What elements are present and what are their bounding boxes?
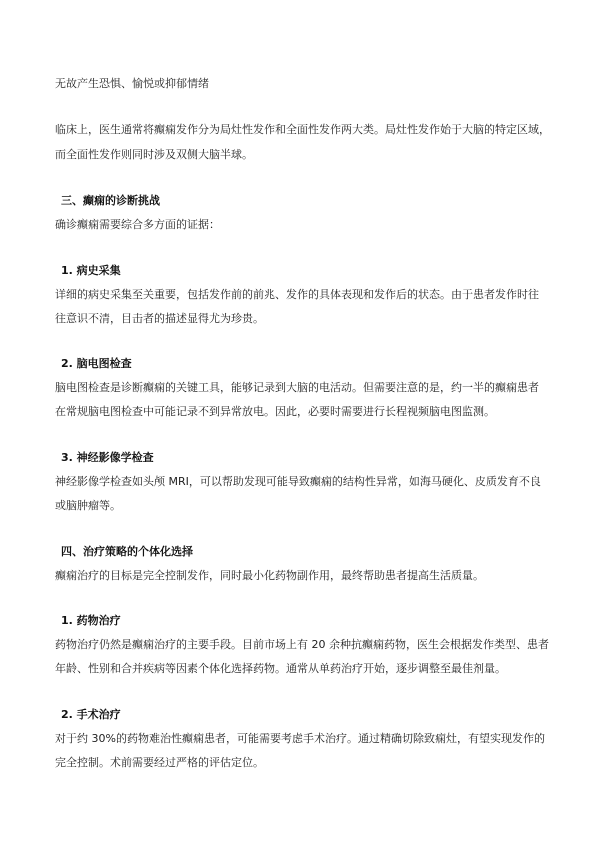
section-heading: 四、治疗策略的个体化选择 [61, 545, 193, 558]
paragraph-line: 或脑肿瘤等。 [55, 499, 121, 512]
paragraph-line: 临床上，医生通常将癫痫发作分为局灶性发作和全面性发作两大类。局灶性发作始于大脑的特定区域， [55, 123, 550, 136]
subsection-heading: 3. 神经影像学检查 [61, 451, 154, 464]
section-heading: 三、癫痫的诊断挑战 [61, 194, 160, 207]
paragraph-line: 确诊癫痫需要综合多方面的证据： [55, 218, 220, 231]
paragraph-line: 脑电图检查是诊断癫痫的关键工具，能够记录到大脑的电活动。但需要注意的是，约一半的癫痫患者 [55, 381, 539, 394]
paragraph-line: 往意识不清，目击者的描述显得尤为珍贵。 [55, 312, 264, 325]
paragraph-line: 无故产生恐惧、愉悦或抑郁情绪 [55, 77, 209, 90]
paragraph-line: 而全面性发作则同时涉及双侧大脑半球。 [55, 148, 253, 161]
paragraph-line: 详细的病史采集至关重要，包括发作前的前兆、发作的具体表现和发作后的状态。由于患者发作时往 [55, 288, 539, 301]
paragraph-line: 年龄、性别和合并疾病等因素个体化选择药物。通常从单药治疗开始，逐步调整至最佳剂量。 [55, 662, 506, 675]
subsection-heading: 2. 脑电图检查 [61, 357, 132, 370]
subsection-heading: 2. 手术治疗 [61, 708, 121, 721]
subsection-heading: 1. 药物治疗 [61, 614, 121, 627]
paragraph-line: 癫痫治疗的目标是完全控制发作，同时最小化药物副作用，最终帮助患者提高生活质量。 [55, 569, 484, 582]
subsection-heading: 1. 病史采集 [61, 264, 121, 277]
paragraph-line: 完全控制。术前需要经过严格的评估定位。 [55, 756, 264, 769]
paragraph-line: 神经影像学检查如头颅 MRI，可以帮助发现可能导致癫痫的结构性异常，如海马硬化、皮质发育不良 [55, 475, 541, 488]
paragraph-line: 药物治疗仍然是癫痫治疗的主要手段。目前市场上有 20 余种抗癫痫药物，医生会根据发作类型、患者 [55, 638, 549, 651]
paragraph-line: 对于约 30%的药物难治性癫痫患者，可能需要考虑手术治疗。通过精确切除致痫灶，有望实现发作的 [55, 732, 545, 745]
paragraph-line: 在常规脑电图检查中可能记录不到异常放电。因此，必要时需要进行长程视频脑电图监测。 [55, 405, 495, 418]
